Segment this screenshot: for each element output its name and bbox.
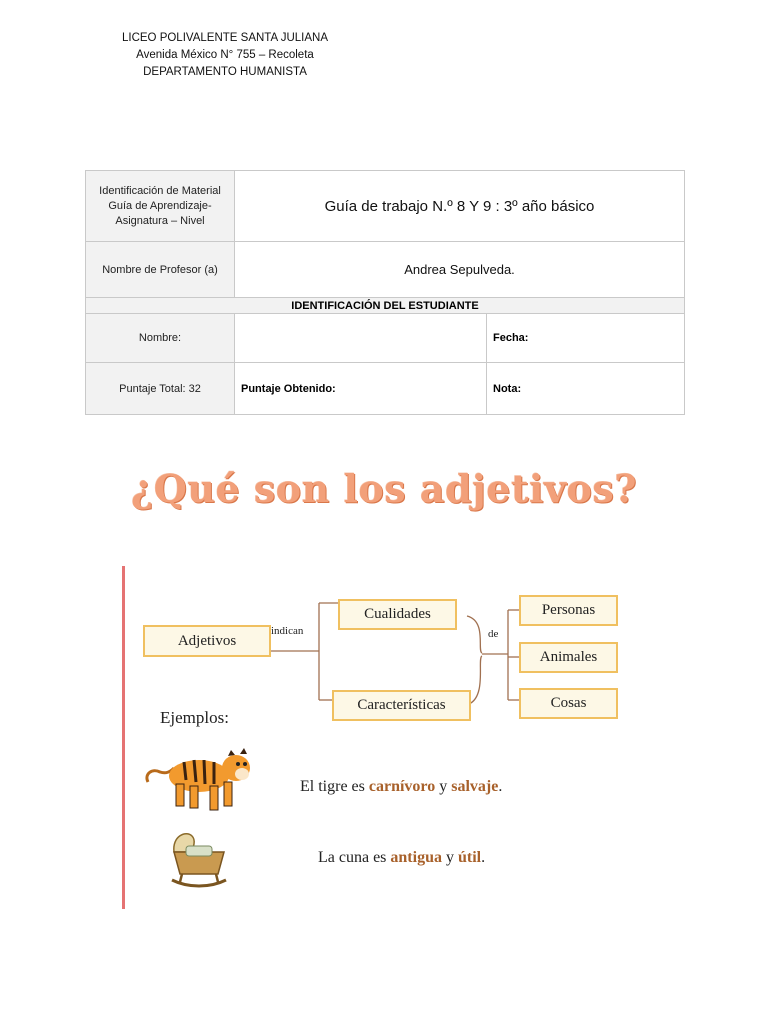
example2-period: . [481,849,486,866]
example1-adjective-1: carnívoro [368,778,436,795]
grade-label[interactable]: Nota: [487,363,685,415]
root-box: Adjetivos [143,625,271,657]
name-field[interactable] [235,314,487,363]
material-label: Identificación de Material Guía de Aprendizaje- Asignatura – Nivel [86,171,235,242]
teacher-name: Andrea Sepulveda. [235,242,685,298]
example2-prefix: La cuna es [318,849,387,866]
teacher-label: Nombre de Profesor (a) [86,242,235,298]
department-name: DEPARTAMENTO HUMANISTA [143,66,307,78]
connector-label: de [488,628,499,640]
target-box-animals: Animales [519,642,618,673]
example1-prefix: El tigre es [300,778,365,795]
school-header [100,30,350,81]
school-address: Avenida México N° 755 – Recoleta [136,49,314,61]
student-section-header: IDENTIFICACIÓN DEL ESTUDIANTE [86,298,685,314]
examples-label: Ejemplos: [160,708,229,727]
branch-box-qualities: Cualidades [338,599,457,630]
obtained-score-label[interactable]: Puntaje Obtenido: [235,363,487,415]
example1-period: . [498,778,503,795]
tiger-icon [144,742,254,814]
total-score-label: Puntaje Total: 32 [86,363,235,415]
example2-adjective-1: antigua [390,849,442,866]
adjectives-diagram [122,566,662,911]
example1-conjunction: y [439,778,448,795]
identification-table [85,170,685,415]
example-sentence-cradle [318,849,485,867]
guide-title: Guía de trabajo N.º 8 Y 9 : 3º año básico [235,171,685,242]
page-title: ¿Qué son los adjetivos? [130,466,638,511]
name-label: Nombre: [86,314,235,363]
verb-label: indican [271,625,304,637]
school-name: LICEO POLIVALENTE SANTA JULIANA [121,32,328,44]
example1-adjective-2: salvaje [451,778,499,795]
example2-conjunction: y [445,849,454,866]
example2-adjective-2: útil [457,849,482,866]
branch-box-characteristics: Características [332,690,471,721]
cradle-icon [168,826,230,890]
date-label[interactable]: Fecha: [487,314,685,363]
target-box-people: Personas [519,595,618,626]
example-sentence-tiger [300,778,502,796]
target-box-things: Cosas [519,688,618,719]
